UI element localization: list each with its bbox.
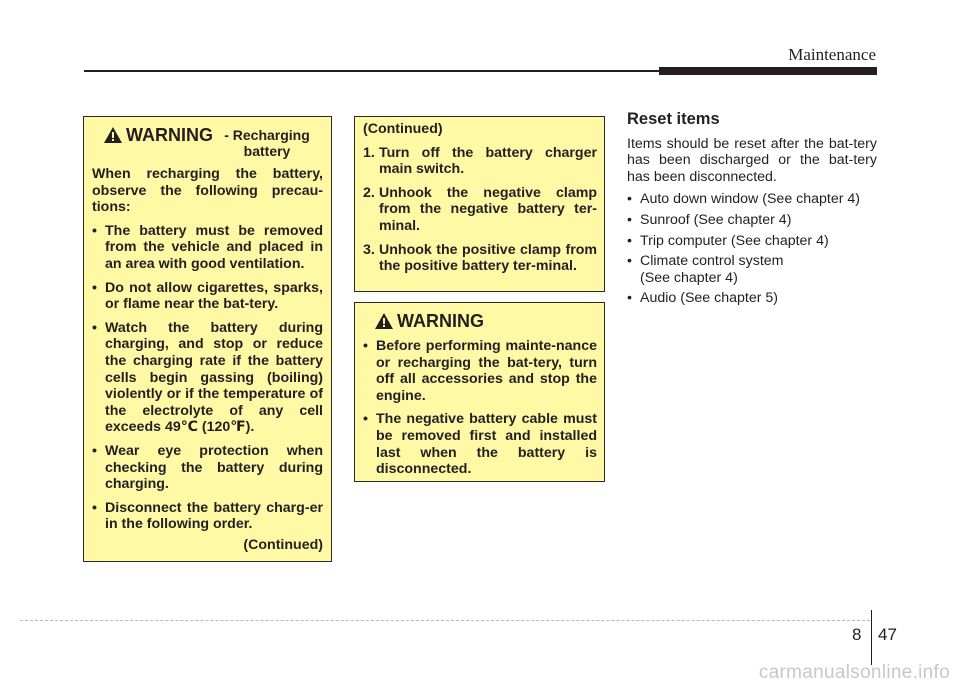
list-item: • The battery must be removed from the vehicle and placed in an area with good ventilation. xyxy=(92,222,323,272)
continued-label: (Continued) xyxy=(363,121,443,137)
warning-header xyxy=(92,125,323,159)
bullet-dot-icon: • xyxy=(92,499,97,516)
chapter-number: 8 xyxy=(852,625,862,644)
warning-box-maintenance xyxy=(354,302,605,482)
bullet-dot-icon: • xyxy=(363,338,368,354)
reset-items-section xyxy=(627,111,877,311)
bullet-dot-icon: • xyxy=(627,253,632,270)
list-item: 2. Unhook the negative clamp from the negative battery ter-minal. xyxy=(363,184,597,234)
reset-items-list xyxy=(627,191,877,307)
warning-box-continued xyxy=(354,116,605,292)
list-item: • Trip computer (See chapter 4) xyxy=(627,232,829,249)
disconnect-steps xyxy=(363,145,597,275)
page-number-divider xyxy=(871,610,872,665)
bullet-dot-icon: • xyxy=(92,319,97,336)
footer-rule xyxy=(20,620,870,621)
list-item: • Audio (See chapter 5) xyxy=(627,290,779,307)
warning-header xyxy=(363,311,597,331)
list-item: • Disconnect the battery charg-er in the following order. xyxy=(92,499,323,533)
list-item: • Do not allow cigarettes, sparks, or flame near the bat-tery. xyxy=(92,279,323,313)
bullet-dot-icon: • xyxy=(627,191,632,208)
watermark: carmanualsonline.info xyxy=(758,662,950,683)
bullet-dot-icon: • xyxy=(92,279,97,296)
warning-triangle-icon xyxy=(104,127,122,143)
warning-title: WARNING xyxy=(397,311,484,331)
warning-bullet-list xyxy=(92,223,323,533)
bullet-dot-icon: • xyxy=(92,442,97,459)
page-number: 47 xyxy=(878,625,897,644)
warning-intro: When recharging the battery, observe the following precau-tions: xyxy=(92,166,323,216)
list-item: • The negative battery cable must be removed first and installed last when the battery is disconnected. xyxy=(363,411,597,478)
list-item: • Auto down window (See chapter 4) xyxy=(627,191,861,208)
warning-subtitle: - Recharging battery xyxy=(224,127,310,159)
warning-box-recharging xyxy=(83,116,332,562)
warning-bullet-list xyxy=(363,338,597,478)
list-item: • Watch the battery during charging, and stop or reduce the charging rate if the battery cells begin gassing (boiling) violently or if the temperature of the electrolyte of any cell exceeds 49℃ (120℉). xyxy=(92,319,323,436)
list-item: • Before performing mainte-nance or recharging the bat-tery, turn off all accessories and stop the engine. xyxy=(363,338,597,404)
list-item: 3. Unhook the positive clamp from the positive battery ter-minal. xyxy=(363,241,597,275)
list-item: 1. Turn off the battery charger main switch. xyxy=(363,144,597,178)
warning-triangle-icon xyxy=(375,313,393,329)
list-item: • Sunroof (See chapter 4) xyxy=(627,211,792,228)
bullet-dot-icon: • xyxy=(627,232,632,249)
section-title: Maintenance xyxy=(788,45,876,64)
bullet-dot-icon: • xyxy=(627,211,632,228)
header-rule xyxy=(84,70,659,72)
list-item: • Wear eye protection when checking the battery during charging. xyxy=(92,442,323,493)
bullet-dot-icon: • xyxy=(363,411,368,428)
header-bar xyxy=(659,67,877,75)
warning-title: WARNING xyxy=(126,125,213,145)
continued-label: (Continued) xyxy=(243,536,323,553)
reset-items-intro: Items should be reset after the bat-tery has been discharged or the bat-tery has been disconnected. xyxy=(627,135,877,185)
bullet-dot-icon: • xyxy=(627,290,632,307)
list-item: • Climate control system (See chapter 4) xyxy=(627,253,784,286)
reset-items-heading: Reset items xyxy=(627,110,720,128)
bullet-dot-icon: • xyxy=(92,222,97,239)
